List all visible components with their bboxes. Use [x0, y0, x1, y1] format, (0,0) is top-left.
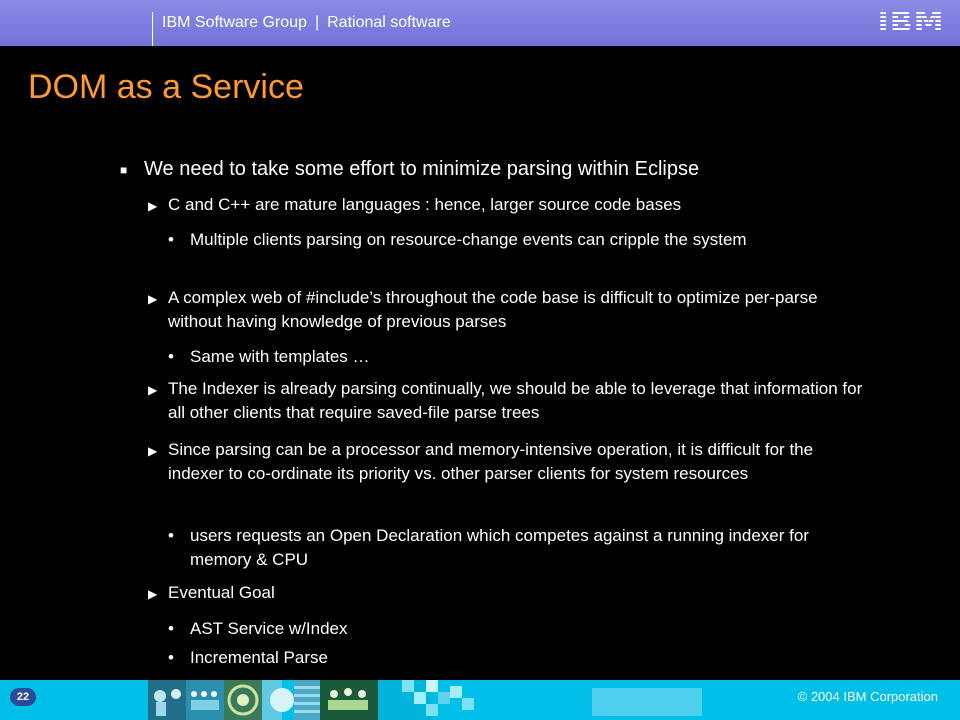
bullet-item — [168, 646, 870, 670]
header-divider — [152, 12, 153, 46]
bullet-item — [148, 581, 868, 605]
footer-pixel-strip — [402, 680, 702, 720]
header-group: IBM Software Group — [162, 14, 307, 31]
bullet-item — [148, 193, 868, 217]
strip-tile-people-icon — [148, 680, 186, 720]
bullet-text: Incremental Parse — [190, 648, 328, 667]
bullet-text: users requests an Open Declaration which competes against a running indexer for memory & CPU — [190, 526, 809, 569]
bullet-text: A complex web of #include’s throughout the code base is difficult to optimize per-parse without having knowledge of previous parses — [168, 288, 818, 331]
bullet-text: Since parsing can be a processor and memory-intensive operation, it is difficult for the indexer to co-ordinate its priority vs. other parser clients for system resources — [168, 440, 814, 483]
bullet-item — [168, 617, 870, 641]
header-separator: | — [314, 14, 320, 31]
bullet-item — [120, 157, 864, 181]
dot-bullet-icon: • — [168, 230, 174, 249]
dot-bullet-icon: • — [168, 619, 174, 638]
bullet-text: AST Service w/Index — [190, 619, 348, 638]
copyright: © 2004 IBM Corporation — [797, 689, 938, 704]
header-division: Rational software — [327, 14, 451, 31]
arrow-bullet-icon: ▶ — [148, 199, 158, 213]
bullet-text: We need to take some effort to minimize parsing within Eclipse — [144, 158, 700, 180]
bullet-item — [148, 286, 868, 334]
bullet-item — [148, 438, 868, 486]
slide-title: DOM as a Service — [28, 68, 304, 106]
arrow-bullet-icon: ▶ — [148, 383, 158, 397]
bullet-item — [168, 345, 870, 369]
bullet-item — [148, 377, 868, 425]
footer-image-strip — [148, 680, 433, 720]
bullet-text: The Indexer is already parsing continually, we should be able to leverage that information for all other clients that require saved-file parse trees — [168, 379, 863, 422]
header-text — [162, 14, 451, 32]
square-bullet-icon: ■ — [120, 163, 128, 177]
arrow-bullet-icon: ▶ — [148, 292, 158, 306]
dot-bullet-icon: • — [168, 526, 174, 545]
bullet-item — [168, 524, 870, 572]
arrow-bullet-icon: ▶ — [148, 444, 158, 458]
bullet-text: Same with templates … — [190, 347, 370, 366]
bullet-text: C and C++ are mature languages : hence, larger source code bases — [168, 195, 682, 214]
dot-bullet-icon: • — [168, 648, 174, 667]
ibm-logo — [877, 4, 945, 40]
bullet-text: Multiple clients parsing on resource-change events can cripple the system — [190, 230, 747, 249]
dot-bullet-icon: • — [168, 347, 174, 366]
bullet-item — [168, 228, 870, 252]
header-bar — [0, 0, 960, 46]
page-number-badge: 22 — [10, 688, 36, 706]
arrow-bullet-icon: ▶ — [148, 587, 158, 601]
bullet-text: Eventual Goal — [168, 583, 275, 602]
ibm-logo-text: IBM — [877, 4, 945, 40]
